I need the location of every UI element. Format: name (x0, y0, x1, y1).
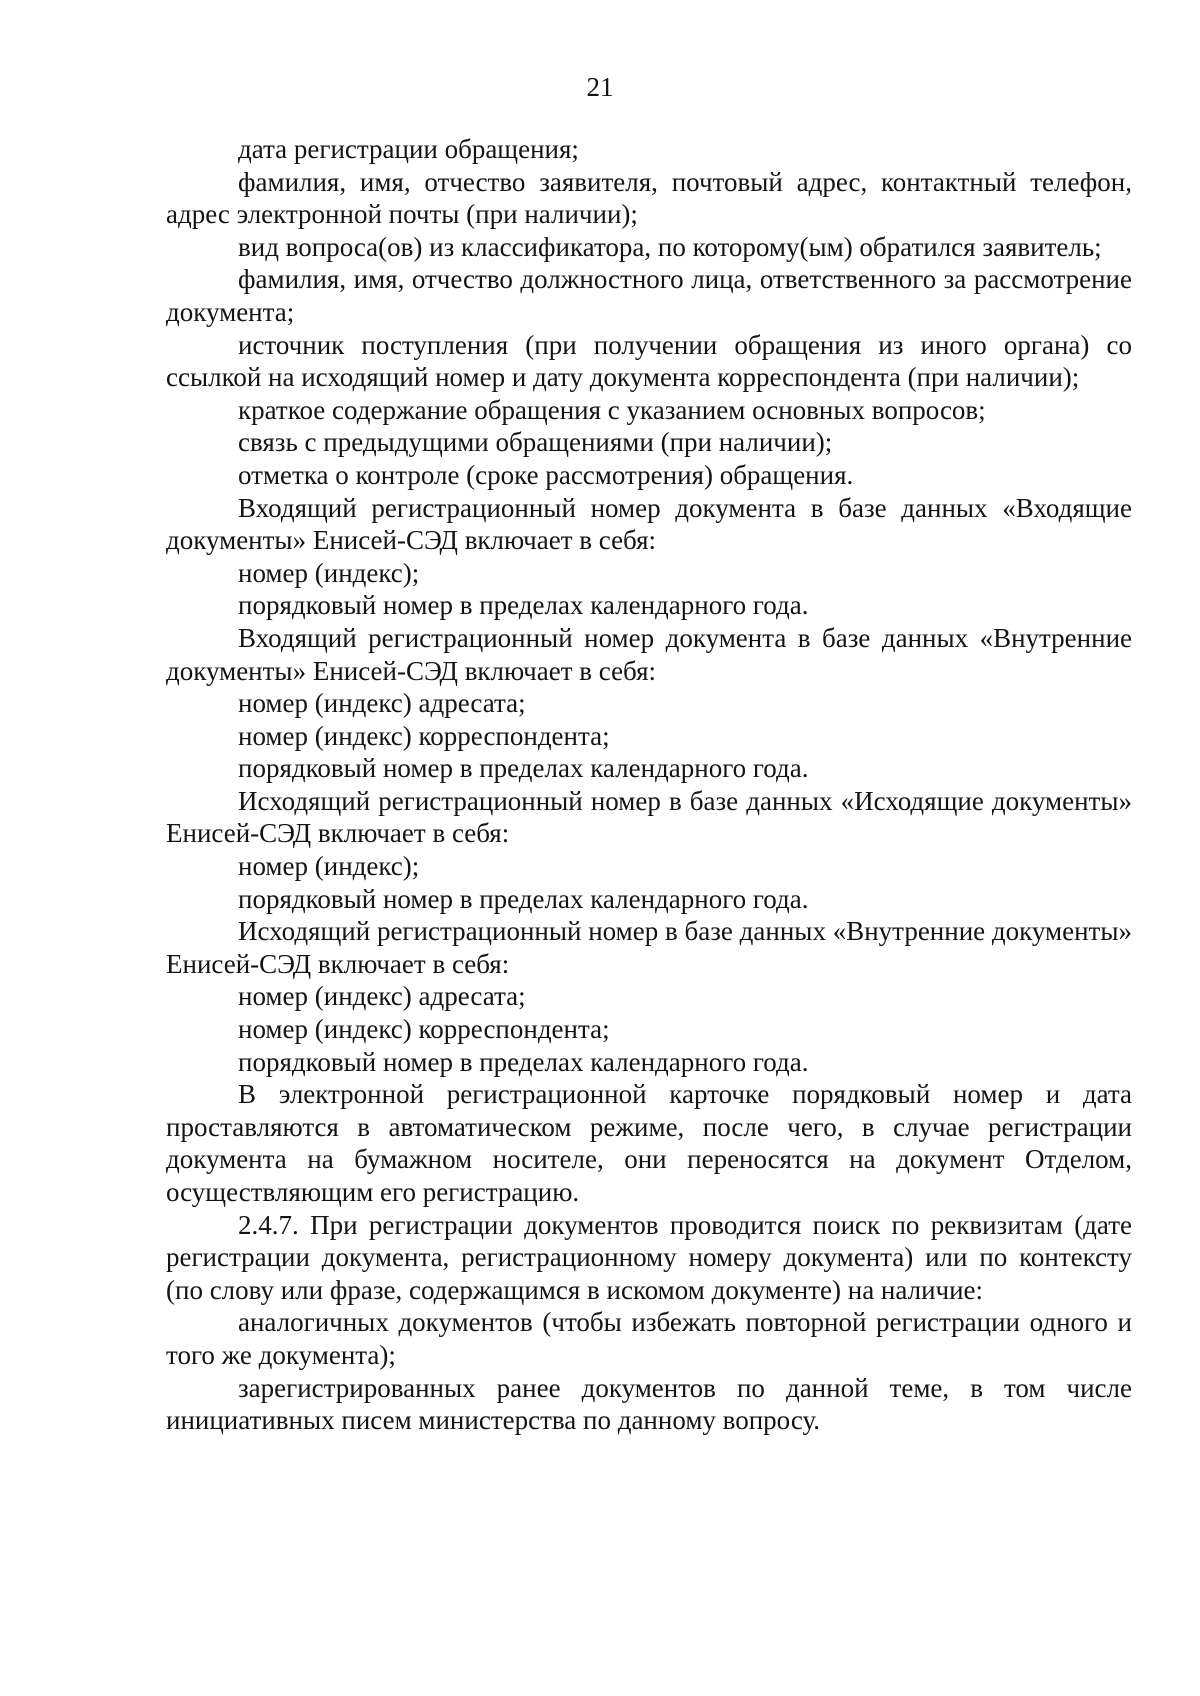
paragraph: Входящий регистрационный номер документа в базе данных «Входящие документы» Енисей-СЭД включает в себя: (166, 492, 1132, 556)
paragraph: номер (индекс) адресата; (238, 981, 526, 1012)
paragraph: аналогичных документов (чтобы избежать повторной регистрации одного и того же документа); (166, 1307, 1132, 1370)
paragraph: номер (индекс); (238, 557, 420, 588)
paragraph: связь с предыдущими обращениями (при наличии); (238, 427, 833, 458)
paragraph: порядковый номер в пределах календарного года. (238, 883, 809, 914)
paragraph: порядковый номер в пределах календарного года. (238, 753, 809, 784)
document-body (166, 133, 1132, 1437)
paragraph: Исходящий регистрационный номер в базе данных «Исходящие документы» Енисей-СЭД включает в себя: (166, 785, 1132, 849)
paragraph: номер (индекс); (238, 851, 420, 882)
paragraph: фамилия, имя, отчество заявителя, почтовый адрес, контактный телефон, адрес электронной почты (при наличии); (166, 166, 1132, 230)
paragraph: В электронной регистрационной карточке порядковый номер и дата проставляются в автоматическом режиме, после чего, в случае регистрации документа на бумажном носителе, они переносятся на документ Отделом, осуществляющим его регистрацию. (166, 1079, 1132, 1207)
paragraph: краткое содержание обращения с указанием основных вопросов; (238, 394, 986, 425)
paragraph: номер (индекс) корреспондента; (238, 1014, 610, 1045)
paragraph: дата регистрации обращения; (238, 134, 579, 164)
paragraph: отметка о контроле (сроке рассмотрения) обращения. (238, 459, 854, 490)
paragraph: номер (индекс) корреспондента; (238, 720, 610, 751)
paragraph: порядковый номер в пределах календарного года. (238, 1046, 809, 1077)
paragraph: номер (индекс) адресата; (238, 688, 526, 719)
paragraph: Исходящий регистрационный номер в базе данных «Внутренние документы» Енисей-СЭД включает в себя: (166, 916, 1132, 979)
paragraph: источник поступления (при получении обращения из иного органа) со ссылкой на исходящий номер и дату документа корреспондента (при наличии); (166, 329, 1132, 393)
paragraph: 2.4.7. При регистрации документов проводится поиск по реквизитам (дате регистрации документа, регистрационному номеру документа) или по контексту (по слову или фразе, содержащимся в искомом документе) на наличие: (166, 1209, 1132, 1305)
page-number: 21 (586, 72, 614, 102)
paragraph: порядковый номер в пределах календарного года. (238, 590, 809, 621)
paragraph: вид вопроса(ов) из классификатора, по которому(ым) обратился заявитель; (238, 231, 1102, 262)
paragraph: Входящий регистрационный номер документа в базе данных «Внутренние документы» Енисей-СЭД включает в себя: (166, 622, 1132, 686)
paragraph: фамилия, имя, отчество должностного лица, ответственного за рассмотрение документа; (166, 264, 1132, 327)
paragraph: зарегистрированных ранее документов по данной теме, в том числе инициативных писем министерства по данному вопросу. (166, 1372, 1132, 1436)
